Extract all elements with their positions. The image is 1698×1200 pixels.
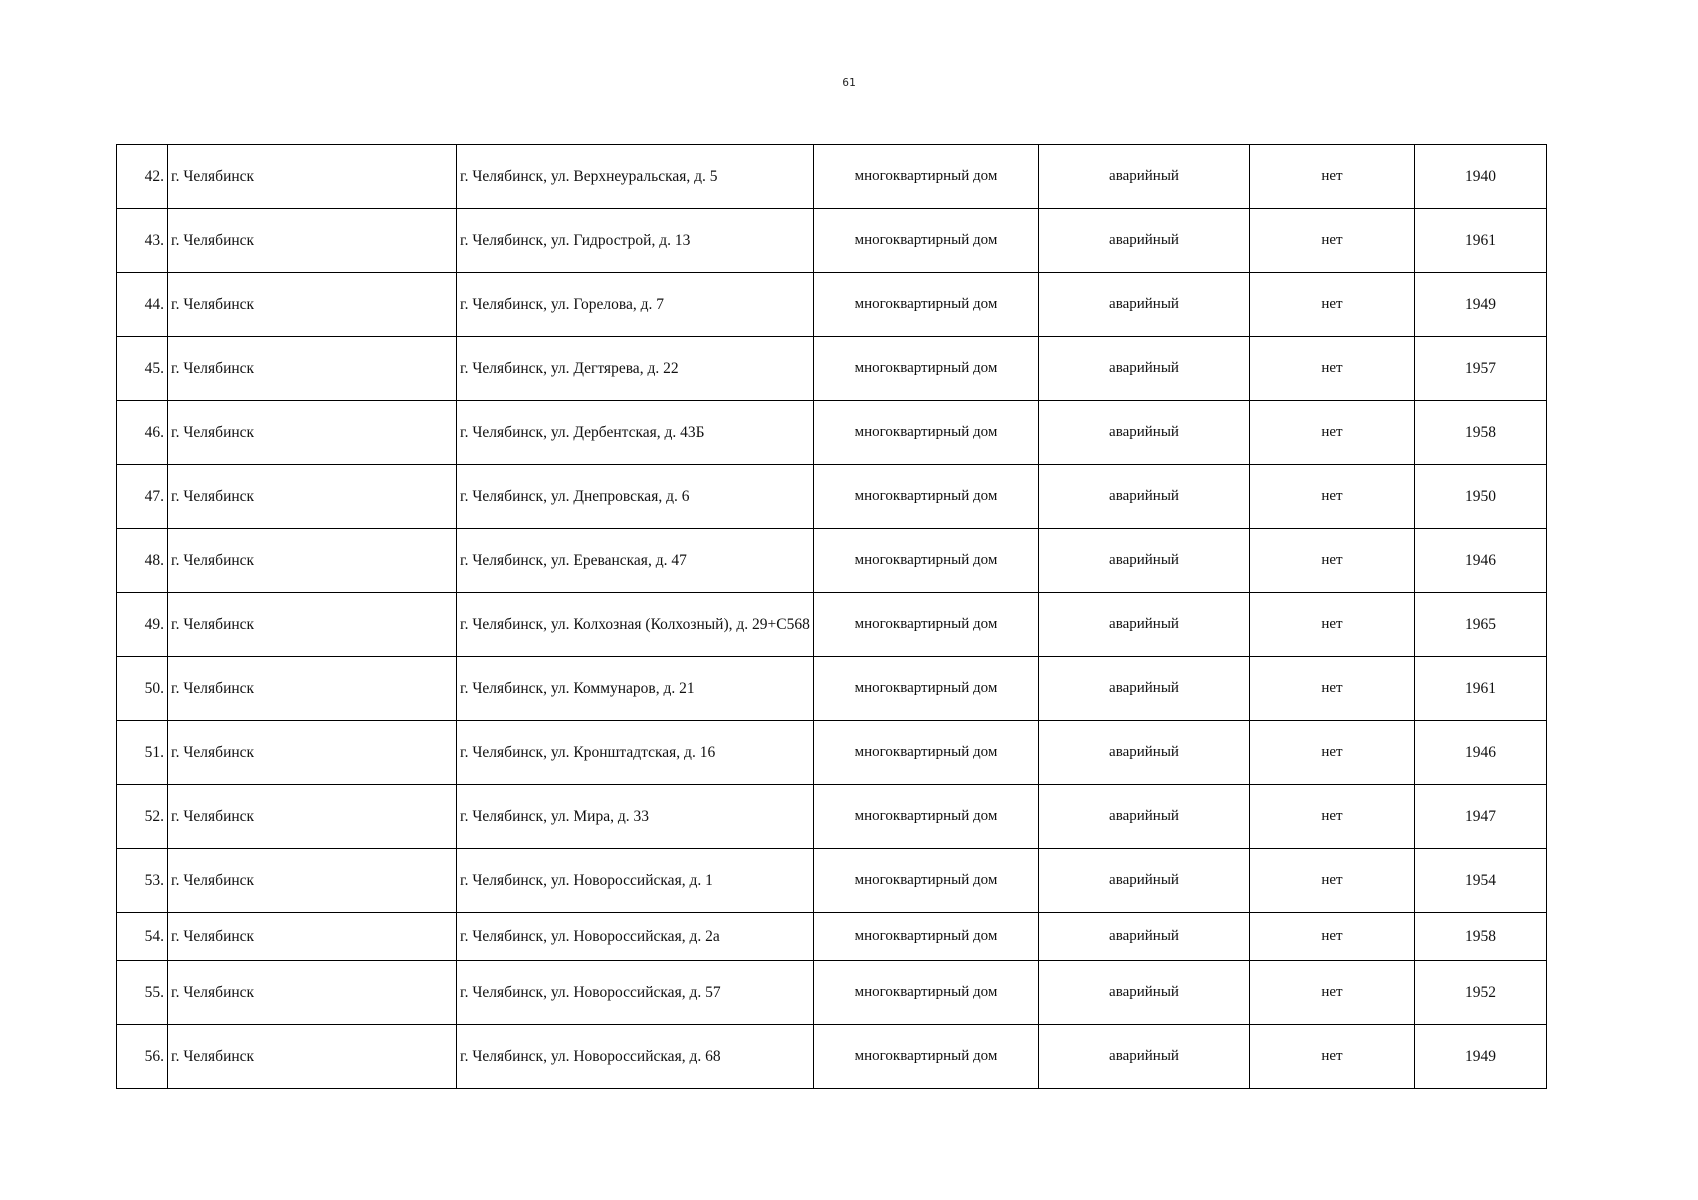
address-cell: г. Челябинск, ул. Гидрострой, д. 13: [457, 209, 814, 273]
flag-cell: нет: [1250, 657, 1415, 721]
status-cell: аварийный: [1039, 209, 1250, 273]
row-number-cell: 48.: [117, 529, 168, 593]
row-number-cell: 56.: [117, 1025, 168, 1089]
row-number-cell: 42.: [117, 145, 168, 209]
year-cell: 1958: [1415, 401, 1547, 465]
flag-cell: нет: [1250, 465, 1415, 529]
table-row: [117, 721, 1547, 785]
year-cell: 1949: [1415, 1025, 1547, 1089]
year-cell: 1947: [1415, 785, 1547, 849]
address-cell: г. Челябинск, ул. Коммунаров, д. 21: [457, 657, 814, 721]
flag-cell: нет: [1250, 961, 1415, 1025]
row-number-cell: 53.: [117, 849, 168, 913]
year-cell: 1940: [1415, 145, 1547, 209]
municipality-cell: г. Челябинск: [168, 849, 457, 913]
table-row: [117, 337, 1547, 401]
status-cell: аварийный: [1039, 593, 1250, 657]
status-cell: аварийный: [1039, 721, 1250, 785]
flag-cell: нет: [1250, 145, 1415, 209]
building-type-cell: многоквартирный дом: [814, 913, 1039, 961]
flag-cell: нет: [1250, 273, 1415, 337]
status-cell: аварийный: [1039, 961, 1250, 1025]
row-number-cell: 50.: [117, 657, 168, 721]
table-row: [117, 593, 1547, 657]
building-type-cell: многоквартирный дом: [814, 785, 1039, 849]
building-type-cell: многоквартирный дом: [814, 273, 1039, 337]
address-cell: г. Челябинск, ул. Дегтярева, д. 22: [457, 337, 814, 401]
address-cell: г. Челябинск, ул. Новороссийская, д. 1: [457, 849, 814, 913]
row-number-cell: 49.: [117, 593, 168, 657]
municipality-cell: г. Челябинск: [168, 657, 457, 721]
municipality-cell: г. Челябинск: [168, 785, 457, 849]
address-cell: г. Челябинск, ул. Ереванская, д. 47: [457, 529, 814, 593]
year-cell: 1957: [1415, 337, 1547, 401]
address-cell: г. Челябинск, ул. Верхнеуральская, д. 5: [457, 145, 814, 209]
year-cell: 1954: [1415, 849, 1547, 913]
address-cell: г. Челябинск, ул. Днепровская, д. 6: [457, 465, 814, 529]
status-cell: аварийный: [1039, 913, 1250, 961]
address-cell: г. Челябинск, ул. Кронштадтская, д. 16: [457, 721, 814, 785]
status-cell: аварийный: [1039, 529, 1250, 593]
row-number-cell: 45.: [117, 337, 168, 401]
table-row: [117, 401, 1547, 465]
flag-cell: нет: [1250, 1025, 1415, 1089]
building-type-cell: многоквартирный дом: [814, 209, 1039, 273]
year-cell: 1946: [1415, 721, 1547, 785]
municipality-cell: г. Челябинск: [168, 721, 457, 785]
row-number-cell: 52.: [117, 785, 168, 849]
municipality-cell: г. Челябинск: [168, 961, 457, 1025]
status-cell: аварийный: [1039, 465, 1250, 529]
address-cell: г. Челябинск, ул. Колхозная (Колхозный), д. 29+C568: [457, 593, 814, 657]
table-row: [117, 785, 1547, 849]
status-cell: аварийный: [1039, 273, 1250, 337]
municipality-cell: г. Челябинск: [168, 1025, 457, 1089]
row-number-cell: 46.: [117, 401, 168, 465]
municipality-cell: г. Челябинск: [168, 145, 457, 209]
status-cell: аварийный: [1039, 145, 1250, 209]
table-row: [117, 529, 1547, 593]
building-type-cell: многоквартирный дом: [814, 401, 1039, 465]
building-type-cell: многоквартирный дом: [814, 145, 1039, 209]
building-type-cell: многоквартирный дом: [814, 849, 1039, 913]
flag-cell: нет: [1250, 849, 1415, 913]
row-number-cell: 51.: [117, 721, 168, 785]
housing-registry-table: [116, 144, 1547, 1089]
flag-cell: нет: [1250, 529, 1415, 593]
building-type-cell: многоквартирный дом: [814, 1025, 1039, 1089]
status-cell: аварийный: [1039, 401, 1250, 465]
row-number-cell: 55.: [117, 961, 168, 1025]
municipality-cell: г. Челябинск: [168, 273, 457, 337]
municipality-cell: г. Челябинск: [168, 401, 457, 465]
row-number-cell: 44.: [117, 273, 168, 337]
status-cell: аварийный: [1039, 337, 1250, 401]
status-cell: аварийный: [1039, 849, 1250, 913]
municipality-cell: г. Челябинск: [168, 913, 457, 961]
building-type-cell: многоквартирный дом: [814, 593, 1039, 657]
address-cell: г. Челябинск, ул. Новороссийская, д. 57: [457, 961, 814, 1025]
address-cell: г. Челябинск, ул. Новороссийская, д. 68: [457, 1025, 814, 1089]
flag-cell: нет: [1250, 913, 1415, 961]
row-number-cell: 47.: [117, 465, 168, 529]
address-cell: г. Челябинск, ул. Новороссийская, д. 2а: [457, 913, 814, 961]
year-cell: 1958: [1415, 913, 1547, 961]
table-row: [117, 961, 1547, 1025]
flag-cell: нет: [1250, 785, 1415, 849]
municipality-cell: г. Челябинск: [168, 465, 457, 529]
row-number-cell: 54.: [117, 913, 168, 961]
building-type-cell: многоквартирный дом: [814, 529, 1039, 593]
table-row: [117, 913, 1547, 961]
year-cell: 1952: [1415, 961, 1547, 1025]
table-row: [117, 849, 1547, 913]
flag-cell: нет: [1250, 593, 1415, 657]
table-row: [117, 273, 1547, 337]
flag-cell: нет: [1250, 721, 1415, 785]
building-type-cell: многоквартирный дом: [814, 961, 1039, 1025]
page-number: 61: [842, 76, 856, 89]
year-cell: 1961: [1415, 657, 1547, 721]
status-cell: аварийный: [1039, 657, 1250, 721]
building-type-cell: многоквартирный дом: [814, 465, 1039, 529]
year-cell: 1965: [1415, 593, 1547, 657]
table-row: [117, 657, 1547, 721]
building-type-cell: многоквартирный дом: [814, 657, 1039, 721]
flag-cell: нет: [1250, 337, 1415, 401]
table-body: [117, 145, 1547, 1089]
building-type-cell: многоквартирный дом: [814, 721, 1039, 785]
address-cell: г. Челябинск, ул. Мира, д. 33: [457, 785, 814, 849]
year-cell: 1946: [1415, 529, 1547, 593]
status-cell: аварийный: [1039, 785, 1250, 849]
year-cell: 1949: [1415, 273, 1547, 337]
address-cell: г. Челябинск, ул. Горелова, д. 7: [457, 273, 814, 337]
row-number-cell: 43.: [117, 209, 168, 273]
municipality-cell: г. Челябинск: [168, 593, 457, 657]
flag-cell: нет: [1250, 209, 1415, 273]
table-row: [117, 209, 1547, 273]
building-type-cell: многоквартирный дом: [814, 337, 1039, 401]
status-cell: аварийный: [1039, 1025, 1250, 1089]
flag-cell: нет: [1250, 401, 1415, 465]
table-row: [117, 1025, 1547, 1089]
municipality-cell: г. Челябинск: [168, 529, 457, 593]
year-cell: 1950: [1415, 465, 1547, 529]
municipality-cell: г. Челябинск: [168, 209, 457, 273]
municipality-cell: г. Челябинск: [168, 337, 457, 401]
table-row: [117, 465, 1547, 529]
table-row: [117, 145, 1547, 209]
address-cell: г. Челябинск, ул. Дербентская, д. 43Б: [457, 401, 814, 465]
year-cell: 1961: [1415, 209, 1547, 273]
